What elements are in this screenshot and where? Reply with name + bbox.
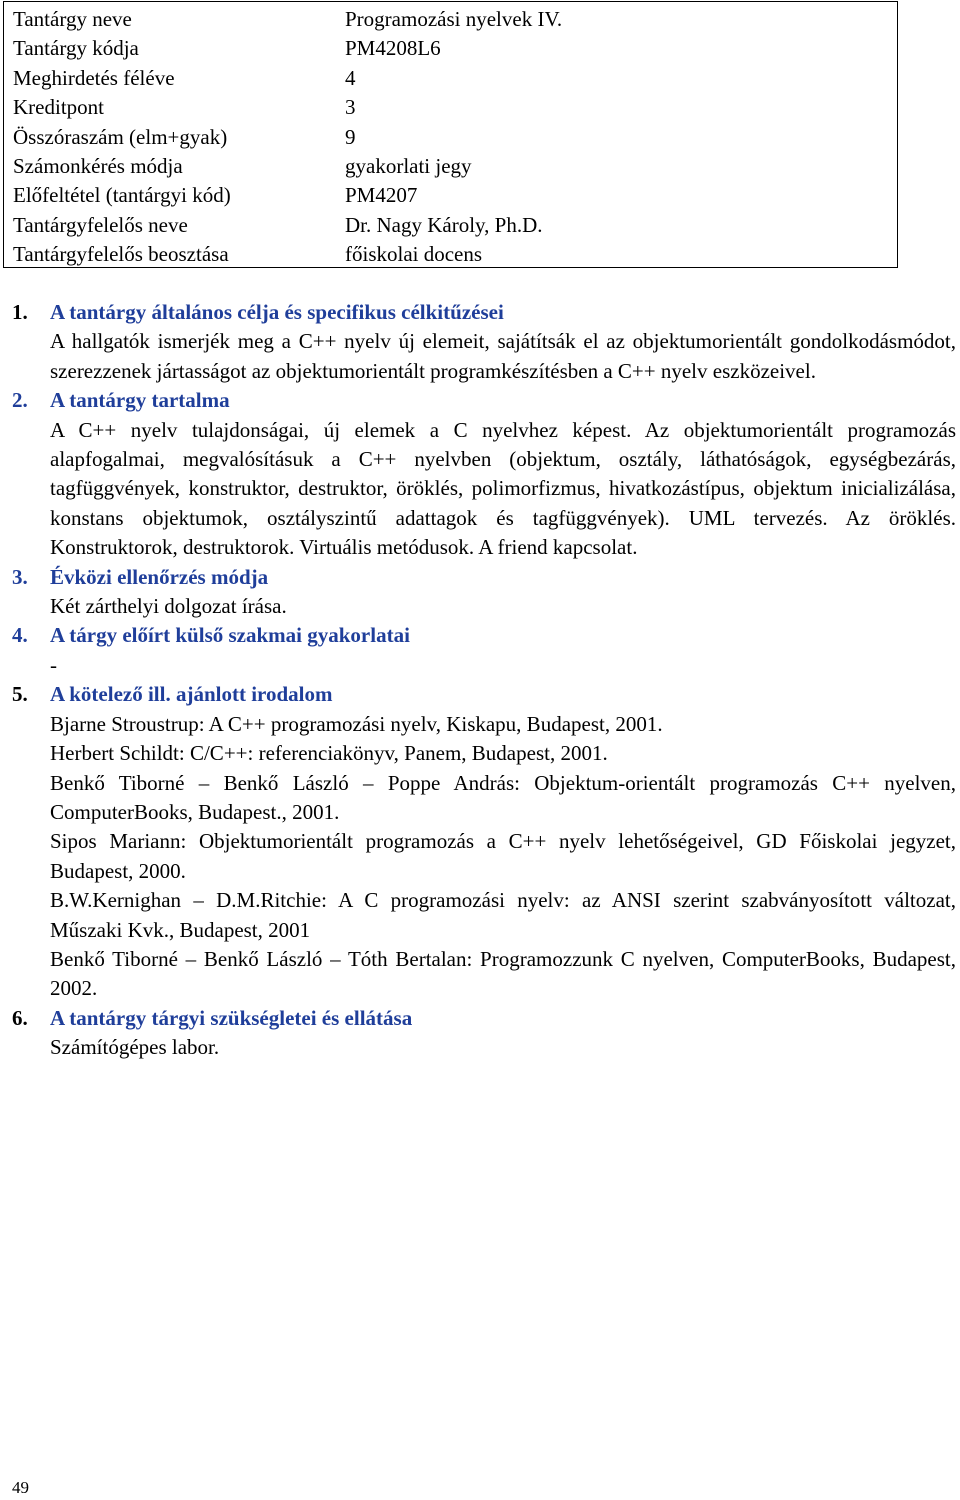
section-number: 4.	[12, 623, 28, 648]
section-literature	[12, 680, 956, 1003]
info-label: Kreditpont	[13, 95, 104, 120]
info-row-assessment	[13, 152, 897, 181]
section-heading	[12, 298, 956, 327]
section-title: A kötelező ill. ajánlott irodalom	[50, 682, 333, 707]
section-heading	[12, 386, 956, 415]
section-paragraph: -	[50, 652, 57, 677]
info-row-credits	[13, 93, 897, 122]
section-title: A tantárgy általános célja és specifikus célkitűzései	[50, 300, 504, 324]
literature-item: B.W.Kernighan – D.M.Ritchie: A C programozási nyelv: az ANSI szerint szabványosított változat, Műszaki Kvk., Budapest, 2001	[50, 888, 956, 942]
section-paragraph: A C++ nyelv tulajdonságai, új elemek a C nyelvhez képest. Az objektumorientált programozás alapfogalmai, megvalósításuk a C++ nyelvben (objektum, osztály, láthatóságok, egységbezárás, tagfüggvények, konstruktor, destruktor, öröklés, polimorfizmus, hivatkozástípus, objektum inicializálása, konstans objektumok, osztályszintű adattagok és tagfüggvények). UML tervezés. Az öröklés. Konstruktorok, destruktorok. Virtuális metódusok. A friend kapcsolat.	[50, 417, 956, 560]
section-paragraph: Két zárthelyi dolgozat írása.	[50, 594, 287, 619]
info-label: Előfeltétel (tantárgyi kód)	[13, 183, 231, 208]
section-heading	[12, 621, 956, 650]
info-label: Összóraszám (elm+gyak)	[13, 124, 228, 149]
section-title: Évközi ellenőrzés módja	[50, 564, 269, 589]
literature-item: Benkő Tiborné – Benkő László – Tóth Bertalan: Programozzunk C nyelven, ComputerBooks, Budapest, 2002.	[50, 946, 956, 1001]
section-paragraph: A hallgatók ismerjék meg a C++ nyelv új elemeit, sajátítsák el az objektumorientált gondolkodásmódot, szerezzenek jártasságot az objektumorientált programkészítésben a C++ nyelv eszközeivel.	[50, 329, 956, 383]
literature-item: Herbert Schildt: C/C++: referenciakönyv, Panem, Budapest, 2001.	[50, 741, 608, 766]
info-value: főiskolai docens	[345, 242, 483, 267]
section-number: 3.	[12, 564, 28, 589]
section-heading	[12, 563, 956, 592]
literature-item: Sipos Mariann: Objektumorientált programozás a C++ nyelv lehetőségeivel, GD Főiskolai jegyzet, Budapest, 2000.	[50, 829, 956, 883]
section-equipment	[12, 1004, 956, 1063]
section-title: A tantárgy tárgyi szükségletei és ellátása	[50, 1005, 413, 1030]
section-number: 1.	[12, 300, 28, 324]
literature-item: Bjarne Stroustrup: A C++ programozási nyelv, Kiskapu, Budapest, 2001.	[50, 711, 663, 736]
info-row-semester	[13, 64, 897, 93]
info-label: Meghirdetés féléve	[13, 65, 175, 90]
info-row-course-name	[13, 5, 897, 34]
info-label: Tantárgy neve	[13, 7, 132, 31]
section-heading	[12, 680, 956, 709]
section-paragraph: Számítógépes labor.	[50, 1035, 220, 1060]
section-number: 6.	[12, 1005, 28, 1030]
section-content	[12, 386, 956, 562]
info-row-course-code	[13, 34, 897, 63]
info-value: 3	[345, 95, 356, 120]
course-info-table	[3, 1, 898, 268]
info-value: gyakorlati jegy	[345, 153, 472, 178]
page-number: 49	[12, 1478, 29, 1497]
info-value: PM4208L6	[345, 36, 441, 61]
section-heading	[12, 1004, 956, 1033]
section-number: 2.	[12, 388, 28, 413]
info-value: 4	[345, 65, 356, 90]
section-practice	[12, 621, 956, 680]
info-value: 9	[345, 124, 356, 149]
section-title: A tantárgy tartalma	[50, 388, 230, 413]
info-row-total-hours	[13, 123, 897, 152]
info-label: Tantárgyfelelős beosztása	[13, 242, 229, 267]
section-number: 5.	[12, 682, 28, 707]
section-assessment	[12, 563, 956, 622]
info-row-responsible-name	[13, 211, 897, 240]
section-title: A tárgy előírt külső szakmai gyakorlatai	[50, 623, 410, 648]
info-value: Programozási nyelvek IV.	[345, 7, 563, 31]
syllabus-content	[12, 298, 956, 1063]
info-label: Tantárgy kódja	[13, 36, 139, 61]
info-value: Dr. Nagy Károly, Ph.D.	[345, 212, 543, 237]
info-label: Számonkérés módja	[13, 153, 183, 178]
info-row-responsible-position	[13, 240, 897, 269]
info-row-prerequisite	[13, 181, 897, 210]
section-goals	[12, 298, 956, 386]
info-label: Tantárgyfelelős neve	[13, 212, 188, 237]
literature-item: Benkő Tiborné – Benkő László – Poppe András: Objektum-orientált programozás C++ nyelven, ComputerBooks, Budapest., 2001.	[50, 770, 956, 824]
info-value: PM4207	[345, 183, 418, 208]
